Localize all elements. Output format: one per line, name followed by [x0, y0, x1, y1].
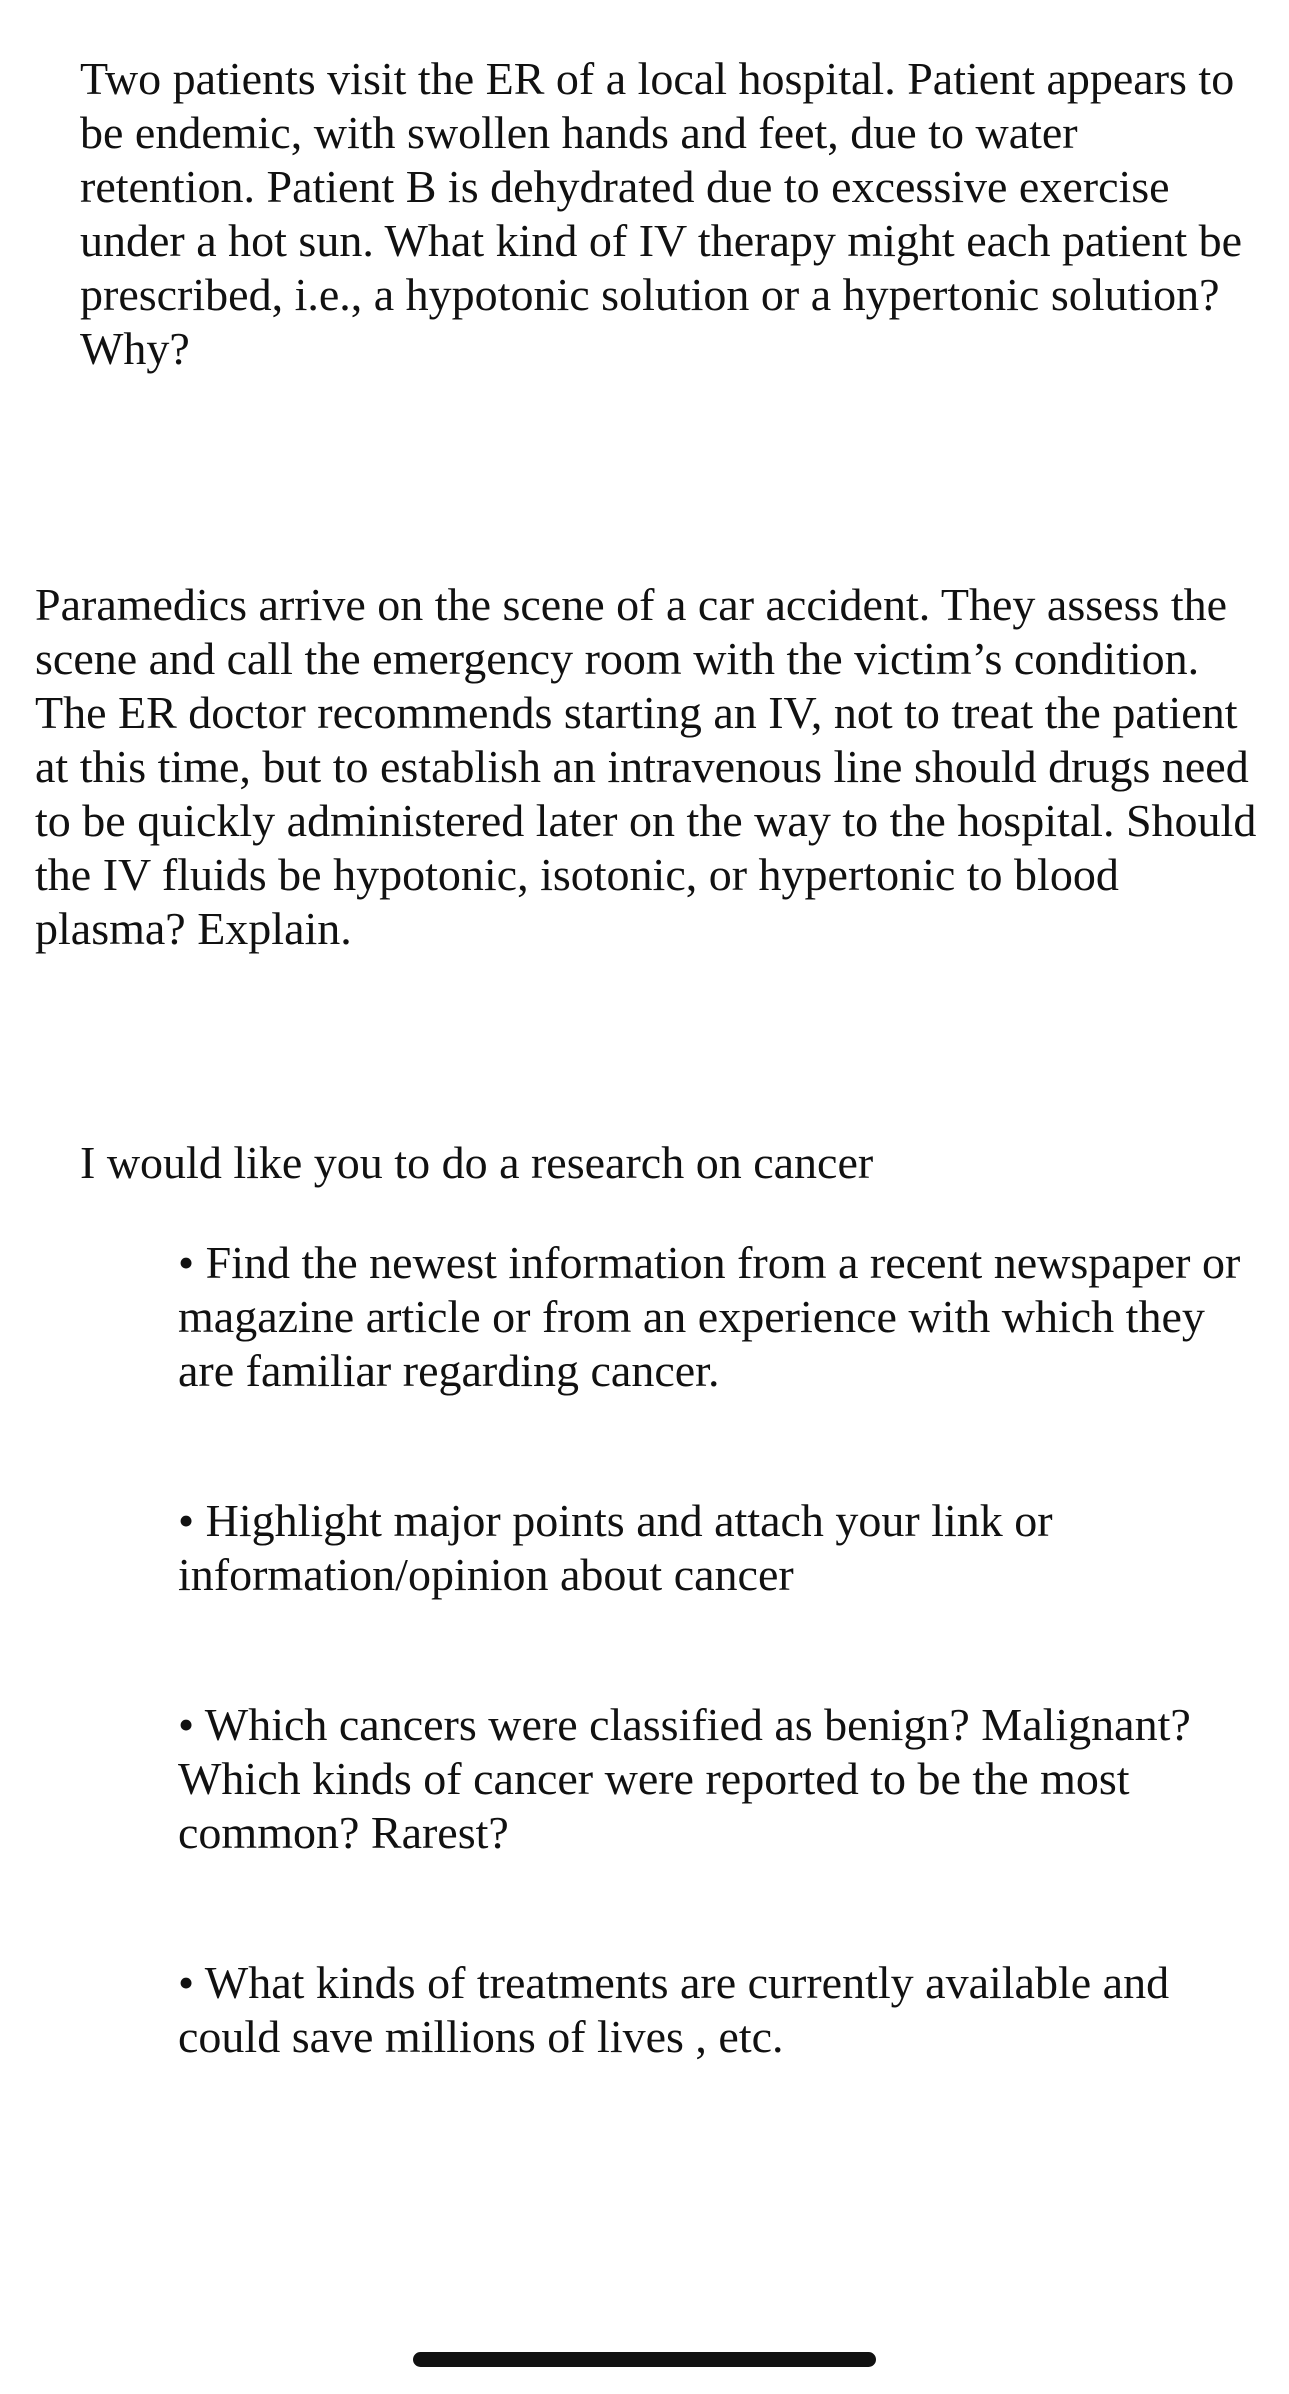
bullet-item-benign-malignant: • Which cancers were classified as benign? Malignant? Which kinds of cancer were reported to be the most common? Rarest? — [178, 1699, 1191, 1858]
bullet-item-highlight-points: • Highlight major points and attach your link or information/opinion about cancer — [178, 1495, 1053, 1600]
question-paramedics-iv: Paramedics arrive on the scene of a car accident. They assess the scene and call the emergency room with the victim’s condition. The ER doctor recommends starting an IV, not to treat the patient at this time, but to establish an intravenous line should drugs need to be quickly administered later on the way to the hospital. Should the IV fluids be hypotonic, isotonic, or hypertonic to blood plasma? Explain. — [35, 579, 1257, 954]
question-iv-therapy: Two patients visit the ER of a local hospital. Patient appears to be endemic, with swollen hands and feet, due to water retention. Patient B is dehydrated due to excessive exercise under a hot sun. What kind of IV therapy might each patient be prescribed, i.e., a hypotonic solution or a hypertonic solution? Why? — [80, 53, 1243, 374]
home-indicator-bar[interactable] — [413, 2352, 876, 2367]
bullet-item-newest-information: • Find the newest information from a recent newspaper or magazine article or from an experience with which they are familiar regarding cancer. — [178, 1237, 1241, 1396]
bullet-item-treatments: • What kinds of treatments are currently available and could save millions of lives , etc. — [178, 1957, 1170, 2062]
cancer-research-intro: I would like you to do a research on cancer — [80, 1137, 874, 1188]
